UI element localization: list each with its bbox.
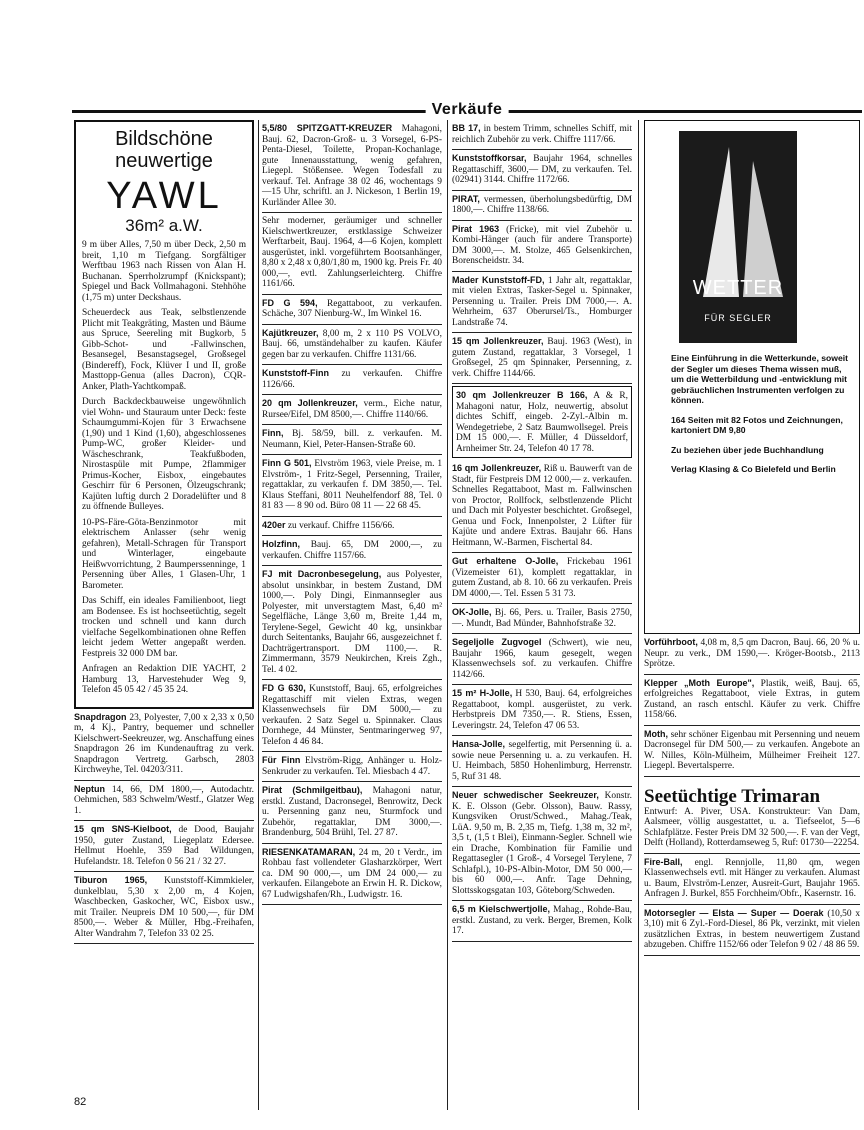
- ad-text: Elvström 1963, viele Preise, m. 1 Elvström-, 1 Fritz-Segel, Persenning, Trailer, regattaklar, zu verkaufen f. DM 3850,—. Tel. Klaus Steffani, 8011 Neuhelfendorf 88, Tel. 0 81 83 — 8 90 od. Büro 08 11 — 22 68 45.: [262, 459, 443, 511]
- ad-heading: Gut erhaltene O-Jolle,: [452, 556, 559, 566]
- yawl-advert: [74, 120, 254, 709]
- ad-heading: BB 17,: [452, 123, 481, 133]
- book-brand: WETTER: [692, 277, 784, 299]
- column-3: [452, 120, 632, 942]
- classified-ad: [452, 386, 632, 458]
- ad-text: Mahagoni natur, erstkl. Zustand, Dacronsegel, Benrowitz, Deck u. Persenning ganz neu, Sturmfock und Zubehör, regattaklar, DM 3000,—. Brandenburg, 504 Brühl, Tel. 27 87.: [262, 786, 443, 838]
- classified-ad: [452, 736, 632, 787]
- column-divider: [258, 120, 259, 1110]
- ad-heading: FD G 594,: [262, 297, 318, 308]
- classified-ad: [452, 901, 632, 942]
- classified-ad: [74, 821, 254, 872]
- column-4: [644, 120, 860, 956]
- classified-ad: [452, 120, 632, 150]
- trimaran-text: Entwurf: A. Piver, USA. Konstrukteur: Van Dam, Aalsmeer, völlig ausgestattet, u. a. Tiefseelot, 5—6 Schlafplätze. Fester Preis DM 32 500,—. F. van der Vegt, Delft (Holland), Rotterdamseweg 5, Ruf: 01730—22254.: [644, 806, 860, 848]
- classified-ad: [452, 685, 632, 736]
- column-1: [74, 120, 254, 944]
- ad-text: (Fricke), mit viel Zubehör u. Kombi-Hänger (auch für andere Transporte) DM 3000,—. M. Stolze, 465 Gelsenkirchen, Borenscheidstr. 34.: [452, 224, 633, 266]
- yawl-headline: Bildschöne neuwertige: [115, 128, 213, 172]
- ad-heading: Pirat (Schmilgeitbau),: [262, 785, 363, 795]
- classified-ad: [644, 634, 860, 675]
- yawl-paragraph: 9 m über Alles, 7,50 m über Deck, 2,50 m breit, 1,10 m Tiefgang. Sorgfältiger Werftbau 1963 nach Rissen von Alan H. Buchanan. Sperrholzrumpf (Knickspant); Spiegel und Back Vollmahagoni. Stehhöhe (1,75 m) unter Deckshaus.: [82, 240, 246, 303]
- ad-text: Elvström-Rigg, Anhänger u. Holz-Senkruder zu verkaufen. Tel. Miesbach 4 47.: [262, 756, 442, 777]
- book-subtitle: FÜR SEGLER: [704, 313, 772, 323]
- ad-heading: Finn G 501,: [262, 458, 312, 468]
- classified-ad: [74, 781, 254, 822]
- ad-heading: Kajütkreuzer,: [262, 327, 319, 338]
- ad-text: Bauj. 1963 (West), in gutem Zustand, regattaklar, 3 Vorsegel, 1 Großsegel, 25 qm Spinnaker, Persenning, z. verk. Chiffre 1144/66.: [452, 337, 632, 379]
- ad-heading: FD G 630,: [262, 683, 306, 693]
- ad-text: H 530, Bauj. 64, erfolgreiches Regattaboot, kompl. ausgerüstet, zu verk. Herbstpreis DM 7350,—. R. Stiens, Essen, Leveringstr. 24, Telefon 47 06 53.: [452, 689, 632, 731]
- classified-ad: [452, 272, 632, 334]
- ad-heading: Mader Kunststoff-FD,: [452, 274, 545, 285]
- ad-heading: 420er: [262, 519, 286, 530]
- classified-ad: [74, 872, 254, 944]
- ad-heading: OK-Jolle,: [452, 607, 492, 617]
- book-pages: 164 Seiten mit 82 Fotos und Zeichnungen, kartoniert DM 9,80: [671, 414, 843, 435]
- classified-ad: [262, 680, 442, 752]
- column-divider: [638, 120, 639, 1110]
- classified-ad: [452, 553, 632, 604]
- ad-text: verm., Eiche natur, Rursee/Eifel, DM 8500,—. Chiffre 1140/66.: [262, 399, 442, 420]
- classified-ad: [262, 295, 442, 325]
- ad-heading: Neuer schwedischer Seekreuzer,: [452, 790, 599, 800]
- book-advert: [644, 120, 860, 634]
- yawl-sail-area: 36m² a.W.: [125, 216, 203, 235]
- ad-text: Mahag., Rohde-Bau, erstkl. Zustand, zu verk. Berger, Bremen, Kolk 17.: [452, 905, 632, 936]
- classified-ad: [452, 150, 632, 191]
- ad-text: vermessen, überholungsbedürftig, DM 1800,—. Chiffre 1138/66.: [452, 194, 632, 215]
- classified-ad: [262, 365, 442, 395]
- ad-text: sehr schöner Eigenbau mit Persenning und neuem Dacronsegel für DM 500,— zu verkaufen. Angebote an W. Nilles, Köln-Mülheim, Mülheimer Freiheit 127. Liegepl. Bevertalsperre.: [644, 729, 860, 771]
- column-divider: [447, 120, 448, 1110]
- ad-heading: Klepper „Moth Europe",: [644, 677, 755, 688]
- ad-heading: Für Finn: [262, 755, 301, 765]
- ad-heading: Finn,: [262, 428, 284, 438]
- ad-heading: Kunststoff-Finn: [262, 368, 329, 378]
- ad-text: in bestem Trimm, schnelles Schiff, mit reichlich Zubehör zu verk. Chiffre 1117/66.: [452, 124, 632, 145]
- ad-text: Kunststoff-Kimmkieler, dunkelblau, 5,30 x 2,00 m, 4 Kojen, Waschbecken, Gaskocher, WC, Eisbox usw., mit Trailer. Neupreis DM 10 500,—, für DM 8500,—. Weber & Müller, Hbg.-Freihafen, Alter Wandrahm 7, Telefon 33 02 25.: [74, 876, 254, 939]
- ad-heading: 15 m² H-Jolle,: [452, 688, 513, 698]
- ad-heading: Snapdragon: [74, 711, 127, 722]
- classified-ad: [452, 333, 632, 384]
- ad-heading: Holzfinn,: [262, 539, 300, 549]
- classified-ad: [452, 221, 632, 272]
- ad-text: Bj. 58/59, bill. z. verkaufen. M. Neumann, Kiel, Peter-Hansen-Straße 60.: [262, 429, 442, 450]
- ad-text: segelfertig, mit Persenning ü. a. sowie neue Persenning u. a. zu verkaufen. H. U. Heimbach, 5850 Hohenlimburg, Herrenstr. 5, Ruf 31 48.: [452, 740, 632, 782]
- ad-text: (Schwert), wie neu, Baujahr 1966, kaum gesegelt, wegen Klassenwechsels sof. zu verkaufen. Chiffre 1142/66.: [452, 638, 632, 680]
- ad-heading: 15 qm SNS-Kielboot,: [74, 824, 172, 834]
- ad-heading: Moth,: [644, 728, 668, 739]
- section-title: Verkäufe: [426, 101, 509, 119]
- ad-text: A & R, Mahagoni natur, Holz, neuwertig, absolut dichtes Schiff, eingeb. 2-Zyl.-Albin m. Wendegetriebe, 2 Satz Baumwollsegel. Preis DM 15 000,—. F. Müller, 4 Düsseldorf, Arnheimer Str. 24, Telefon 40 17 78.: [456, 391, 628, 454]
- ad-heading: Hansa-Jolle,: [452, 739, 506, 749]
- classified-ad: [644, 854, 860, 905]
- classified-ad: [262, 395, 442, 425]
- ad-heading: Pirat 1963: [452, 223, 500, 234]
- ad-text: Sehr moderner, geräumiger und schneller Kielschwertkreuzer, erstklassige Schweizer Werftarbeit, Bauj. 1964, 4—6 Kojen, komplett ausgerüstet, inkl. vorgeführtem Bootsanhänger, 8,80 x 2,48 x 0,80/1,80 m, 1900 kg. Preis Fr. 40 000,—, evtl. Zahlungserleichterg. Chiffre 1161/66.: [262, 216, 442, 289]
- ad-heading: Neptun: [74, 783, 105, 794]
- classified-ad: [644, 905, 860, 956]
- ad-heading: 15 qm Jollenkreuzer,: [452, 336, 544, 346]
- sail-shape: [703, 147, 739, 297]
- ad-text: 8,00 m, 2 x 110 PS VOLVO, Bauj. 66, umständehalber zu kaufen. Käufer gegen bar zu verkaufen. Chiffre 1131/66.: [262, 328, 442, 360]
- ad-text: 23, Polyester, 7,00 x 2,33 x 0,50 m, 4 Kj., Pantry, bequemer und schneller Kielschwert-Seekreuzer, wg. Anschaffung eines Snapdragon 26 im Kundenauftrag zu verk. Snapdragon Vertretg. Garbsch, 2803 Kirchweyhe, Tel. 04203/311.: [74, 712, 254, 775]
- classified-ad: [262, 536, 442, 566]
- trimaran-advert: [644, 777, 860, 854]
- ad-heading: Segeljolle Zugvogel: [452, 637, 542, 647]
- classified-ad: [262, 566, 442, 680]
- classified-list: [452, 120, 632, 942]
- yawl-paragraph: Das Schiff, ein ideales Familienboot, liegt am Bodensee. Es ist hochseetüchtig, segelt trocken und schnell und kann durch vielfache Segelkombinationen ohne Reffen leicht jedem Wetter angepaßt werden. Festpreis 32 000 DM bar.: [82, 596, 246, 659]
- classified-ad: [74, 709, 254, 781]
- book-publisher: Verlag Klasing & Co Bielefeld und Berlin: [671, 464, 836, 474]
- book-cover-image: [679, 131, 797, 343]
- yawl-title: YAWL: [106, 175, 222, 217]
- classified-ad: [262, 120, 442, 213]
- ad-text: Kunststoff, Bauj. 65, erfolgreiches Regattaschiff mit vielen Extras, wegen Klassenwechsels für DM 5000,— zu verkaufen. 2 Satz Segel u. Spinnaker. Claus Dornhege, 44 Münster, Sentmaringerweg 97, Telefon 4 46 84.: [262, 684, 442, 747]
- column-2: [262, 120, 442, 905]
- ad-heading: Fire-Ball,: [644, 856, 683, 867]
- book-order: Zu beziehen über jede Buchhandlung: [671, 444, 824, 455]
- ad-text: 4,08 m, 8,5 qm Dacron, Bauj. 66, 20 % u. Neupr. zu verk., DM 1590,—. Kröger-Bootsb., 2113 Sprötze.: [644, 638, 860, 669]
- classified-list: [262, 120, 442, 905]
- classified-ad: [452, 604, 632, 634]
- classified-list: [644, 854, 860, 956]
- ad-text: 14, 66, DM 1800,—, Autodachtr. Oehmichen, 583 Schwelm/Westf., Glatzer Weg 1.: [74, 784, 254, 816]
- classified-ad: [644, 675, 860, 726]
- ad-text: 1 Jahr alt, regattaklar, mit vielen Extras, Tasker-Segel u. Spinnaker, Persenning u. Trailer. Preis DM 7000,—. A. Wehrheim, 637 Oberursel/Ts., Homburger Landstraße 74.: [452, 275, 632, 328]
- classified-ad: [262, 844, 442, 906]
- classified-ad: [262, 325, 442, 366]
- classified-ad: [452, 460, 632, 553]
- classified-ad: [452, 634, 632, 685]
- ad-heading: 5,5/80 SPITZGATT-KREUZER: [262, 123, 393, 133]
- ad-text: Plastik, weiß, Bauj. 65, erfolgreiches Regattaboot, viele Extras, in gutem Zustand, an rasch entschl. Käufer zu verk. Chiffre 1158/66.: [644, 678, 860, 720]
- section-header: [72, 101, 862, 118]
- classified-ad: [262, 782, 442, 844]
- ad-heading: 16 qm Jollenkreuzer,: [452, 463, 542, 473]
- ad-text: Frickebau 1961 (Vizemeister 61), komplett regattaklar, in gutem Zustand, ab 8. 10. 66 zu verkaufen. Preis DM 4000,—. Tel. Essen 5 31 73.: [452, 557, 632, 599]
- ad-heading: FJ mit Dacronbesegelung,: [262, 569, 382, 579]
- ad-heading: PIRAT,: [452, 193, 480, 204]
- classified-ad: [262, 517, 442, 537]
- ad-text: (10,50 x 3,10) mit 6 Zyl.-Ford-Diesel, 86 Pk, verzinkt, mit vielen zusätzlichen Extras, in bestem neuwertigem Zustand abzugeben. Chiffre 1152/66 oder Telefon 9 02 / 48 86 59.: [644, 908, 861, 950]
- classified-ad: [262, 425, 442, 455]
- ad-text: Bj. 66, Pers. u. Trailer, Basis 2750,—. Mundt, Bad Münder, Bahnhofstraße 32.: [452, 608, 632, 629]
- classified-ad: [262, 455, 442, 517]
- classified-ad: [452, 787, 632, 901]
- yawl-paragraph: Scheuerdeck aus Teak, selbstlenzende Plicht mit Teakgräting, Masten und Bäume aus Spruce, Seereling mit Bugkorb, 5 Gibb-Schot- und -Fallwinschen, Besansegel, Besanstagsegel, Großsegel (Bindereff), Fock, Klüver I und II, große Masttopp-Genua (alles Dacron), CQR-Anker, Plath-Yachtkompaß.: [82, 308, 246, 392]
- book-desc: Eine Einführung in die Wetterkunde, soweit der Segler um dieses Thema wissen muß, um die Wetterbildung und -entwicklung mit gebräuchlichen Instrumenten verfolgen zu können.: [671, 353, 848, 405]
- ad-heading: Motorsegler — Elsta — Super — Doerak: [644, 907, 824, 918]
- classified-list: [74, 709, 254, 945]
- ad-text: Mahagoni, Bauj. 62, Dacron-Groß- u. 3 Vorsegel, 6-PS-Penta-Diesel, Toilette, Propan-Kochanlage, gute Innenausstattung, wenig gefahren, Liegepl. Stößensee. Wegen Todesfall zu verkauf. Tel. Anfrage 38 02 46, wochentags 9—15 Uhr, schriftl. an J. Nickeson, 1 Berlin 19, Kurländer Allee 30.: [262, 124, 442, 208]
- ad-text: de Dood, Baujahr 1950, guter Zustand, Liegeplatz Edersee. Hellmut Hoehle, 359 Bad Wildungen, Hufelandstr. 18. Telefon 0 56 21 / 32 27.: [74, 825, 255, 867]
- ad-text: 24 m, 20 t Verdr., im Rohbau fast vollendeter Glasharzkörper, Wert ca. DM 90 000,—, um DM 24 000,— zu verkaufen. Eilangebote an Erwin H. R. Dickow, 67 Ludwigshafen/Rh., Ludwigstr. 16.: [262, 847, 442, 900]
- yawl-paragraph: 10-PS-Färe-Göta-Benzinmotor mit elektrischem Anlasser (sehr wenig gefahren), Metall-Schragen für Transport und Winterlager, eingebaute Heißwvorrichtung, 2 Baumperssenninge, 1 Persenning über Alles, 1 Glasen-Uhr, 1 Barometer.: [82, 517, 246, 591]
- ad-text: Konstr. K. E. Olsson (Gebr. Olsson), Bauw. Rassy, Kungsviken Orust/Schwed., Mahag./Teak, LüA. 9,50 m, B. 2,35 m, Tiefg. 1,38 m, 32 m², 3,5 t, (1,5 t Blei), Einmann-Segler. Schnell wie ein Drache, Kombination für Familie und Regattasegler (1 Groß-, 4 Vorsegel Terylene, 7 Schlafpl.), 10-PS-Albin-Motor, DM 50 000,— bis 60 000,—. Anfr. Tage Dehning, Slottsskogsgatan 103, Göteborg/Schweden.: [452, 791, 632, 896]
- ad-text: Baujahr 1964, schnelles Regattaschiff, 3600,— DM, zu verkaufen. Tel. (02941) 3144. Chiffre 1172/66.: [452, 154, 632, 185]
- yawl-paragraph: Anfragen an Redaktion DIE YACHT, 2 Hamburg 13, Harvestehuder Weg 9, Telefon 45 05 42 / 45 35 24.: [82, 664, 246, 695]
- ad-heading: 20 qm Jollenkreuzer,: [262, 398, 358, 408]
- ad-text: Regattaboot, zu verkaufen. Schäche, 307 Nienburg-W., Im Winkel 16.: [262, 298, 442, 319]
- ad-text: Bauj. 65, DM 2000,—, zu verkaufen. Chiffre 1157/66.: [262, 540, 442, 561]
- ad-heading: RIESENKATAMARAN,: [262, 846, 356, 857]
- classified-list: [644, 634, 860, 777]
- page-number: 82: [74, 1096, 87, 1108]
- ad-heading: 30 qm Jollenkreuzer B 166,: [456, 390, 588, 400]
- ad-heading: Kunststoffkorsar,: [452, 153, 527, 163]
- ad-heading: Tiburon 1965,: [74, 875, 148, 885]
- yawl-paragraph: Durch Backdeckbauweise ungewöhnlich viel Wohn- und Stauraum unter Deck: feste Schaumgummi-Kojen für 3 Erwachsene (1,90) und 1 Kind (1,60), abgeschlossenes Pump-WC, großer Kleider- und Wäscheschrank, Teakfußboden, Nirostaspüle mit Pumpe, 2flammiger Primus-Kocher, Eisbox, eingebautes Geschirr für 6 Personen, Ölzeugschrank; Kajüten luftig durch 2 Doradelüfter und 8 zu öffnende Bulleyes.: [82, 397, 246, 512]
- classified-ad: [262, 213, 442, 295]
- ad-heading: Vorführboot,: [644, 637, 698, 647]
- trimaran-heading: Seetüchtige Trimaran: [644, 785, 821, 807]
- ad-text: zu verkauf. Chiffre 1156/66.: [285, 520, 395, 531]
- book-description: [671, 353, 853, 475]
- classified-ad: [452, 191, 632, 221]
- classified-ad: [262, 752, 442, 782]
- ad-text: engl. Rennjolle, 11,80 qm, wegen Klassenwechsels evtl. mit Hänger zu verkaufen. Alumast u. Baum, Elvström-Lenzer, Ausreit-Gurt, Baujahr 1965. Anfragen J. Burkel, 855 Forchheim/Obfr., Kasernstr. 16.: [644, 857, 860, 899]
- ad-text: Riß u. Bauwerft van de Stadt, für Festpreis DM 12 000,— z. verkaufen. Schnelles Regattaboot, Mast m. Fallwinschen von Proctor, Rollfock, selbstlenzende Plicht und Dach mit Polyester beschichtet. Großsegel, Genua und Fock, Innenpolster, 2 Lüfter für Kajüte und andere Extras. Baujahr 66. Hans Heitmann, W.-Barmen, Fischertal 84.: [452, 464, 633, 548]
- ad-heading: 6,5 m Kielschwertjolle,: [452, 904, 551, 914]
- ad-text: zu verkaufen. Chiffre 1126/66.: [262, 369, 442, 390]
- ad-text: aus Polyester, absolut unsinkbar, in bestem Zustand, DM 1000,—. Poly Dingi, Einmannsegler aus Polyester, mit unverstagtem Mast, 6,40 m² Segelfläche, Länge 3,60 m, Breite 1,44 m, Terylene-Segel, Gewicht 40 kg, unsinkbar durch Seitentanks, Baujahr 66, ausgezeichnet f. Dachträgertransport. DM 1100,—. R. Zimmermann, 3579 Neukirchen, Kreis Zgh., Tel. 4 02.: [262, 570, 442, 675]
- classified-ad: [644, 726, 860, 777]
